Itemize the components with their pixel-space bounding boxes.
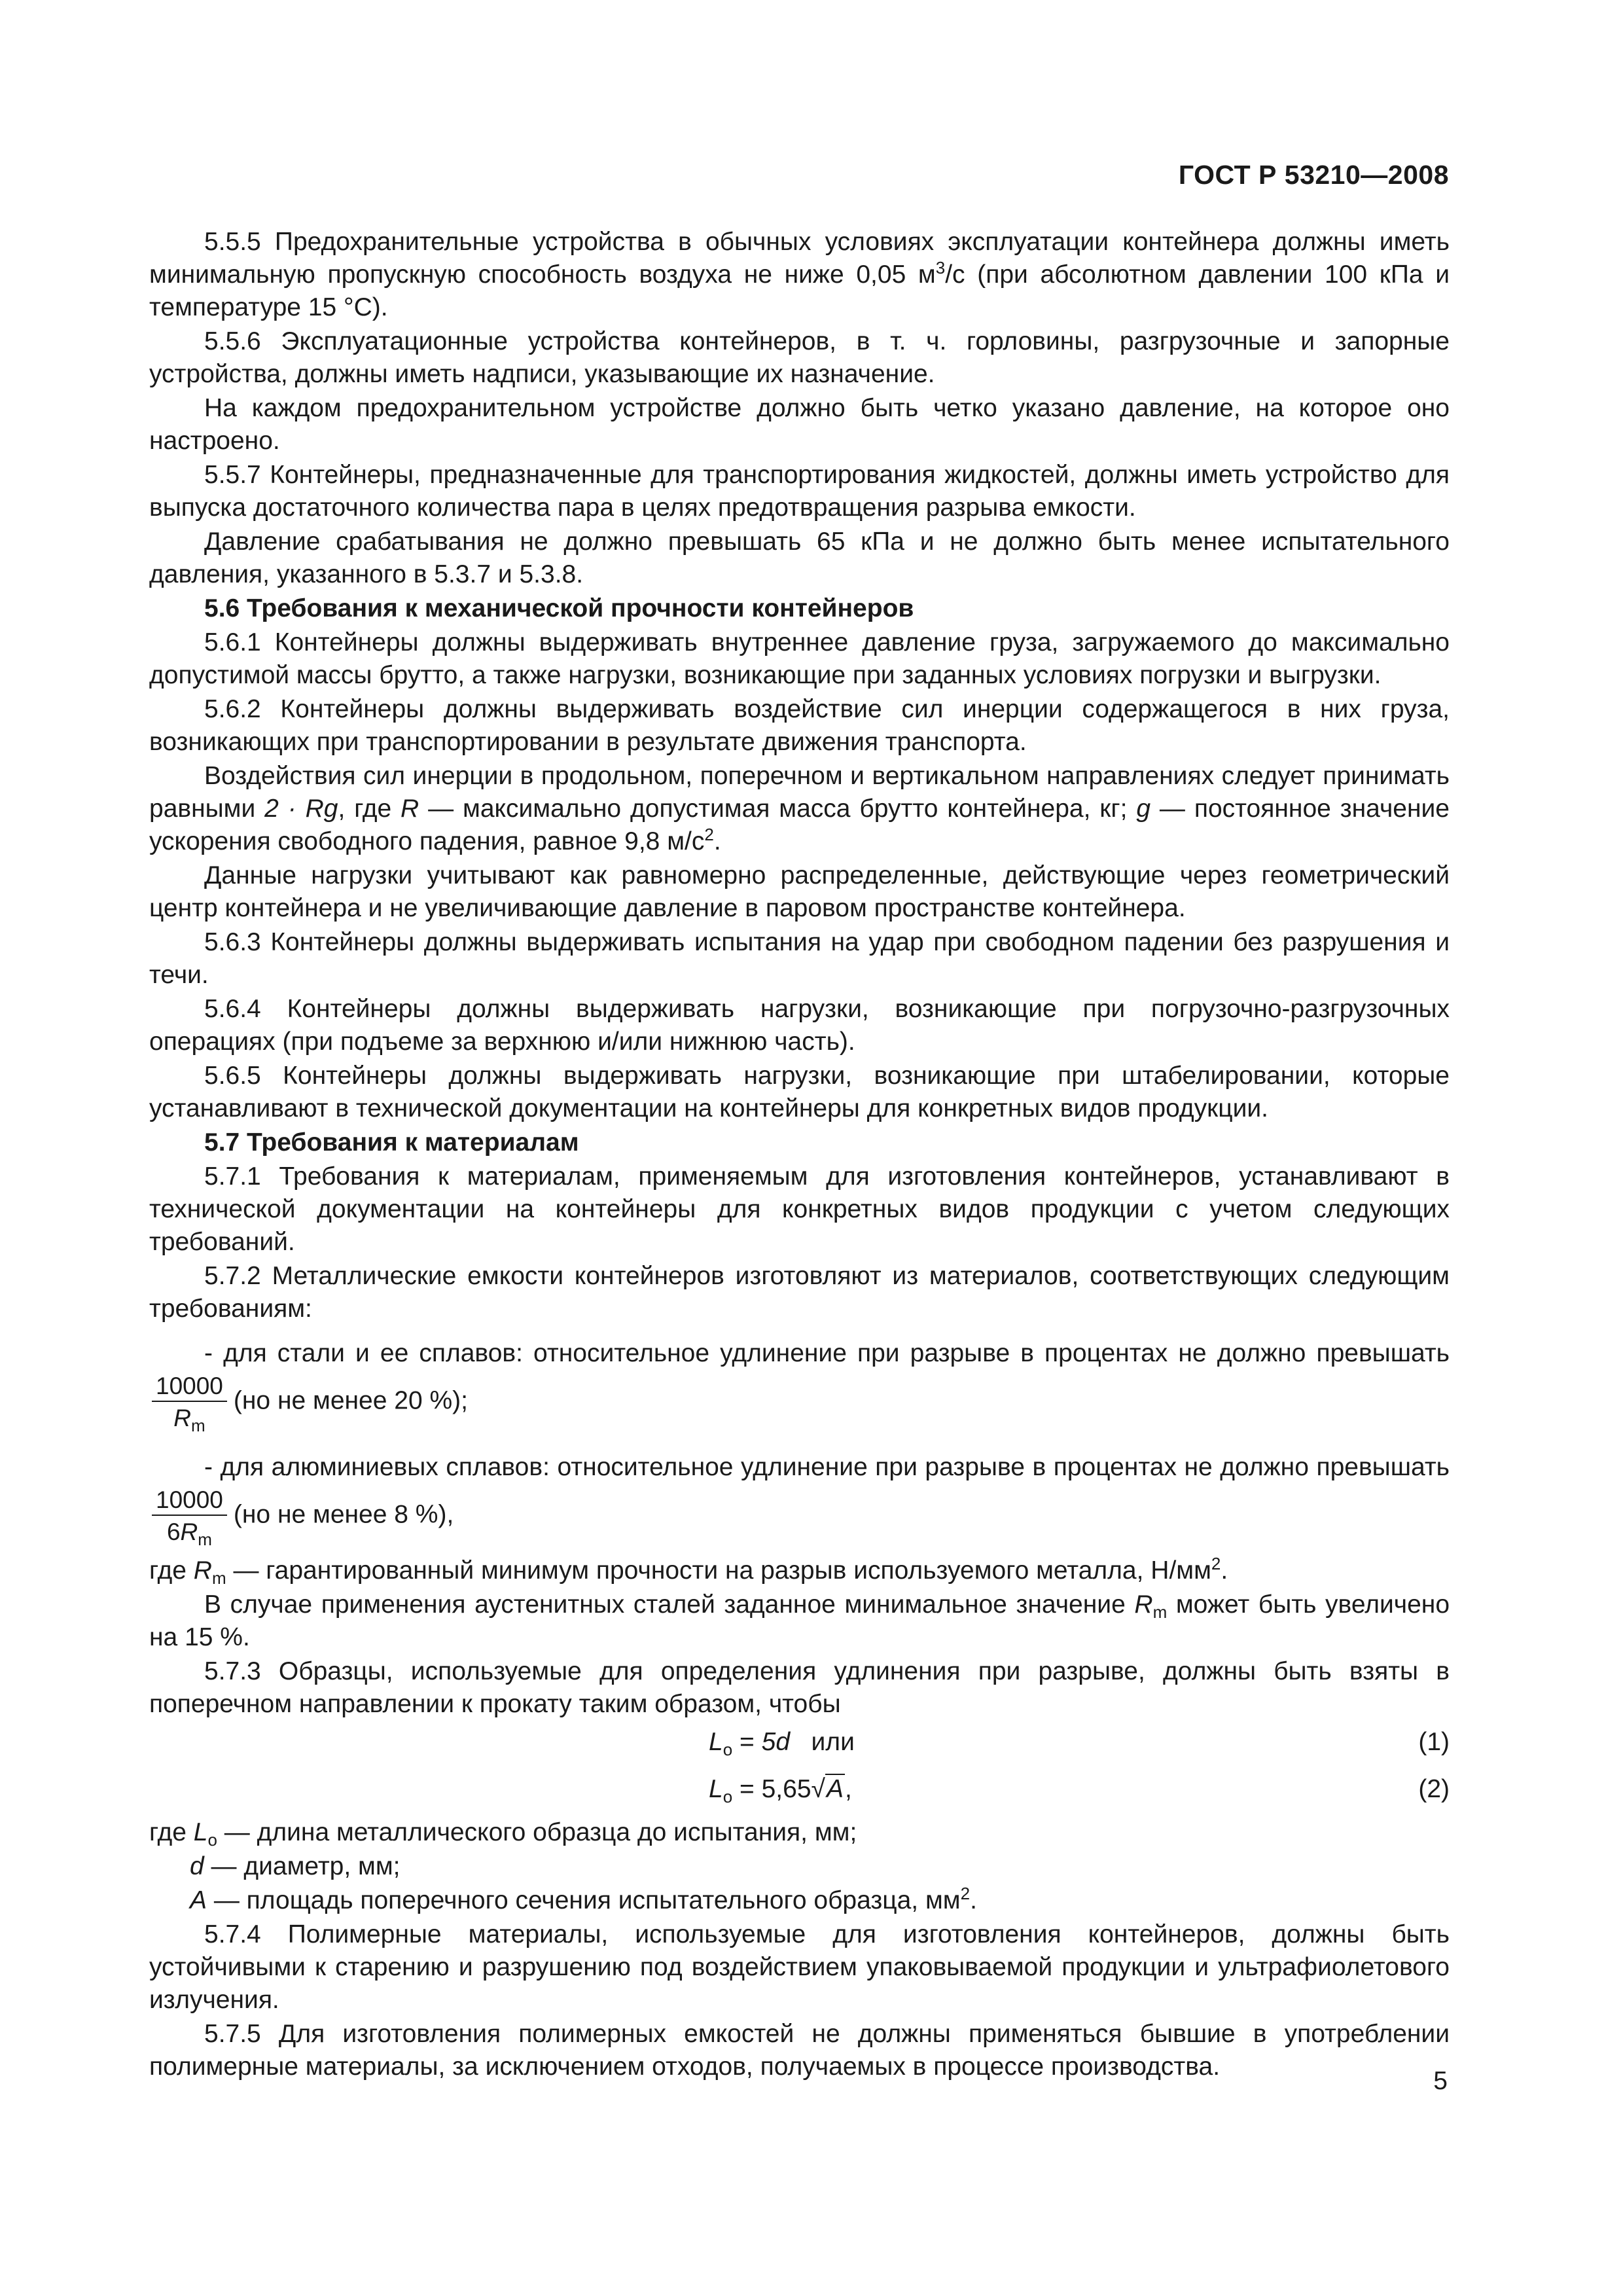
- clause-5-7-3: 5.7.3 Образцы, используемые для определения удлинения при разрыве, должны быть взяты в поперечном направлении к прокату таким образом, чтобы: [149, 1657, 1450, 1718]
- equals: =: [732, 1728, 762, 1756]
- clause-text: - для алюминиевых сплавов: относительное удлинение при разрыве в процентах не должно превышать: [204, 1453, 1450, 1481]
- clause-5-7-5: 5.7.5 Для изготовления полимерных емкостей не должны применяться бывшие в употреблении полимерные материалы, за исключением отходов, получаемых в процессе производства.: [149, 2020, 1450, 2081]
- superscript: 2: [960, 1884, 971, 1903]
- definition-d: [149, 1850, 1450, 1883]
- clause-5-5-7-note: Давление срабатывания не должно превышать 65 кПа и не должно быть менее испытательного давления, указанного в 5.3.7 и 5.3.8.: [149, 528, 1450, 588]
- page-number: 5: [1433, 2067, 1448, 2095]
- symbol-l: L: [709, 1775, 723, 1803]
- symbol-r: R: [173, 1405, 191, 1431]
- subscript: m: [211, 1568, 226, 1588]
- clause-text: /с (при абсолютном давлении 100 кПа и температуре 15 °С).: [149, 260, 1450, 321]
- symbol-a: A: [826, 1775, 844, 1803]
- fraction-numerator: 10000: [152, 1488, 227, 1516]
- subscript: o: [722, 1787, 733, 1806]
- clause-text: может быть увеличено на 15 %.: [149, 1590, 1450, 1651]
- clause-5-6-4: 5.6.4 Контейнеры должны выдерживать нагрузки, возникающие при погрузочно-разгрузочных операциях (при подъеме за верхнюю и/или нижнюю часть).: [149, 995, 1450, 1056]
- conjunction: или: [790, 1728, 855, 1756]
- fraction-steel: [152, 1372, 227, 1435]
- section-heading-5-6: 5.6 Требования к механической прочности контейнеров: [204, 594, 914, 622]
- clause-text: В случае применения аустенитных сталей заданное минимальное значение: [204, 1590, 1135, 1619]
- subscript: o: [722, 1740, 733, 1759]
- symbol-r: R: [193, 1556, 212, 1585]
- clause-5-5-6-note: На каждом предохранительном устройстве должно быть четко указано давление, на которое оно настроено.: [149, 394, 1450, 455]
- clause-text: .: [713, 827, 721, 855]
- clause-5-5-6: 5.5.6 Эксплуатационные устройства контейнеров, в т. ч. горловины, разгрузочные и запорные устройства, должны иметь надписи, указывающие их назначение.: [149, 327, 1450, 388]
- clause-text: — максимально допустимая масса брутто контейнера, кг;: [419, 795, 1137, 823]
- clause-text: (но не менее 20 %);: [233, 1386, 468, 1415]
- clause-text: — длина металлического образца до испытания, мм;: [217, 1818, 857, 1846]
- clause-5-7-1: 5.7.1 Требования к материалам, применяемым для изготовления контейнеров, устанавливают в технической документации на контейнеры для конкретных видов продукции с учетом следующих требований.: [149, 1162, 1450, 1256]
- section-heading-5-7: 5.7 Требования к материалам: [204, 1128, 579, 1157]
- clause-text: , где: [338, 795, 401, 823]
- formula-number: (1): [1418, 1728, 1450, 1756]
- symbol-g: g: [1136, 795, 1151, 823]
- definition-lo: [149, 1816, 1450, 1849]
- formula-expression: [709, 1773, 852, 1806]
- clause-text: — гарантированный минимум прочности на разрыв используемого металла, Н/мм: [226, 1556, 1211, 1585]
- clause-5-7-2: 5.7.2 Металлические емкости контейнеров изготовляют из материалов, соответствующих следующим требованиям:: [149, 1262, 1450, 1323]
- document-body: [149, 226, 1450, 2085]
- clause-5-7-4: 5.7.4 Полимерные материалы, используемые для изготовления контейнеров, должны быть устойчивыми к старению и разрушению под воздействием упаковываемой продукции и ультрафиолетового излучения.: [149, 1920, 1450, 2014]
- symbol-d: d: [190, 1852, 204, 1880]
- definition-a: [149, 1884, 1450, 1917]
- clause-5-6-2-inertia: [149, 760, 1450, 858]
- coefficient: 6: [166, 1518, 181, 1545]
- clause-5-5-5: [149, 226, 1450, 324]
- superscript: 2: [1211, 1554, 1221, 1573]
- square-root-sign: √: [811, 1775, 825, 1803]
- definition-rm: [149, 1554, 1450, 1587]
- clause-text: .: [970, 1886, 977, 1914]
- clause-5-6-5: 5.6.5 Контейнеры должны выдерживать нагрузки, возникающие при штабелировании, которые устанавливают в технической документации на контейнеры для конкретных видов продукции.: [149, 1062, 1450, 1122]
- formula-number: (2): [1418, 1775, 1450, 1803]
- austenitic-note: [149, 1588, 1450, 1654]
- symbol-l: L: [709, 1728, 723, 1756]
- clause-5-5-7: 5.5.7 Контейнеры, предназначенные для транспортирования жидкостей, должны иметь устройство для выпуска достаточного количества пара в целях предотвращения разрыва емкости.: [149, 461, 1450, 522]
- formula-2: [149, 1769, 1450, 1816]
- formula-inline: 2 · Rg: [264, 795, 338, 823]
- subscript: m: [198, 1530, 212, 1549]
- clause-text: — площадь поперечного сечения испытательного образца, мм: [207, 1886, 961, 1914]
- formula-definitions: [149, 1816, 1450, 1917]
- formula-expression: [709, 1726, 855, 1759]
- steel-requirement: [149, 1327, 1450, 1439]
- document-header: ГОСТ Р 53210—2008: [1178, 160, 1449, 190]
- superscript: 3: [935, 258, 946, 278]
- clause-text: (но не менее 8 %),: [233, 1500, 454, 1529]
- clause-text: .: [1221, 1556, 1228, 1585]
- formula-rhs: 5d: [761, 1728, 791, 1756]
- clause-text: - для стали и ее сплавов: относительное удлинение при разрыве в процентах не должно превышать: [204, 1339, 1450, 1367]
- clause-text: где: [149, 1556, 194, 1585]
- clause-5-6-3: 5.6.3 Контейнеры должны выдерживать испытания на удар при свободном падении без разрушения и течи.: [149, 928, 1450, 989]
- clause-text: 5.5.5 Предохранительные устройства в обычных условиях эксплуатации контейнера должны иметь минимальную пропускную способность воздуха не ниже 0,05 м: [149, 228, 1450, 289]
- subscript: m: [1152, 1602, 1168, 1622]
- clause-text: — постоянное значение ускорения свободного падения, равное 9,8 м/с: [149, 795, 1450, 855]
- symbol-r: R: [401, 795, 419, 823]
- symbol-r: R: [180, 1518, 198, 1545]
- clause-5-6-2-loads: Данные нагрузки учитывают как равномерно распределенные, действующие через геометрический центр контейнера и не увеличивающие давление в паровом пространстве контейнера.: [149, 861, 1450, 922]
- clause-text: — диаметр, мм;: [204, 1852, 401, 1880]
- superscript: 2: [704, 825, 714, 844]
- fraction-denominator: [152, 1516, 227, 1549]
- clause-5-6-2: 5.6.2 Контейнеры должны выдерживать воздействие сил инерции содержащегося в них груза, возникающих при транспортировании в результате движения транспорта.: [149, 695, 1450, 756]
- fraction-denominator: [152, 1402, 227, 1435]
- clause-text: где: [149, 1818, 194, 1846]
- clause-text: Воздействия сил инерции в продольном, поперечном и вертикальном направлениях следует принимать равными: [149, 762, 1450, 823]
- subscript: o: [207, 1830, 217, 1850]
- subscript: m: [190, 1416, 205, 1435]
- punctuation: ,: [844, 1775, 852, 1803]
- clause-5-6-1: 5.6.1 Контейнеры должны выдерживать внутреннее давление груза, загружаемого до максимально допустимой массы брутто, а также нагрузки, возникающие при заданных условиях погрузки и выгрузки.: [149, 628, 1450, 689]
- aluminium-requirement: [149, 1441, 1450, 1553]
- formula-1: [149, 1722, 1450, 1769]
- symbol-r: R: [1134, 1590, 1153, 1619]
- symbol-a: A: [190, 1886, 207, 1914]
- formula-coefficient: = 5,65: [732, 1775, 812, 1803]
- fraction-numerator: 10000: [152, 1374, 227, 1402]
- symbol-l: L: [193, 1818, 208, 1846]
- fraction-aluminium: [152, 1486, 227, 1549]
